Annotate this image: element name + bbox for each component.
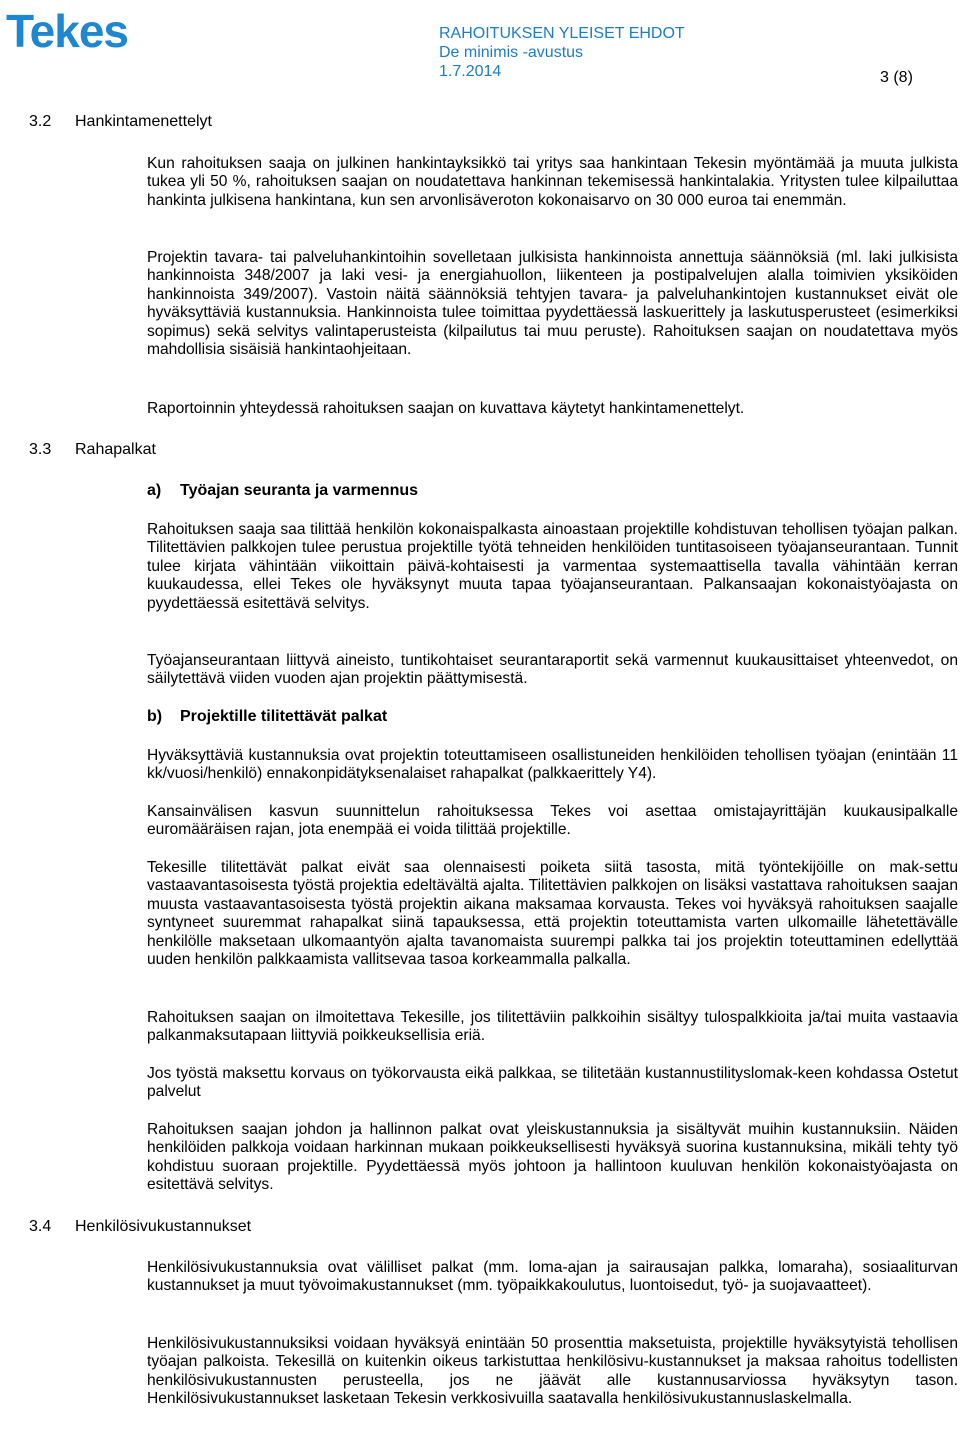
section-3-2-body-2 bbox=[147, 249, 958, 359]
section-3-3b-body-6 bbox=[147, 1121, 958, 1195]
section-3-2-body-3 bbox=[147, 400, 958, 418]
paragraph: Työajanseurantaan liittyvä aineisto, tuntikohtaiset seurantaraportit sekä varmennut kuukausittaiset yhteenvedot, on säilytettävä viiden vuoden ajan projektin päättymisestä. bbox=[147, 652, 958, 688]
section-3-4-body-2 bbox=[147, 1335, 958, 1409]
paragraph: Kun rahoituksen saaja on julkinen hankintayksikkö tai yritys saa hankintaan Tekesin myöntämää ja muuta julkista tukea yli 50 %, rahoituksen saajan on noudatettava hankinnan tekemisessä hankintalakia. Yritysten tulee kilpailuttaa hankinta julkisena hankintana, kun sen arvonlisäveroton kokonaisarvo on 30 000 euroa tai enemmän. bbox=[147, 155, 958, 209]
subheading-title: Projektille tilitettävät palkat bbox=[180, 708, 388, 725]
paragraph: Jos työstä maksettu korvaus on työkorvausta eikä palkkaa, se tilitetään kustannustilityslomak-keen kohdassa Ostetut palvelut bbox=[147, 1065, 958, 1101]
section-3-3b-body-3 bbox=[147, 859, 958, 969]
document-subtitle: De minimis -avustus bbox=[439, 44, 584, 61]
section-heading-3-2 bbox=[29, 113, 212, 131]
paragraph: Henkilösivukustannuksiksi voidaan hyväksyä enintään 50 prosenttia maksetuista, projektille hyväksytyistä tehollisen työajan palkoista. Tekesillä on kuitenkin oikeus tarkistuttaa henkilösivu-kustannukset ja maksaa rahoitus todellisten henkilösivukustannusten perusteella, jos ne jäävät alle kustannusarviossa hyväksytyn tason. Henkilösivukustannukset lasketaan Tekesin verkkosivuilla saatavalla henkilösivukustannuslaskelmalla. bbox=[147, 1335, 958, 1408]
paragraph: Rahoituksen saajan johdon ja hallinnon palkat ovat yleiskustannuksia ja sisältyvät muihin kustannuksiin. Näiden henkilöiden palkkoja voidaan harkinnan mukaan poikkeuksellisesti hyväksyä suorina kustannuksina, mikäli tehty työ kohdistuu suoraan projektille. Pyydettäessä myös johtoon ja hallintoon kuuluvan henkilön kokonaistyöajasta on esitettävä selvitys. bbox=[147, 1121, 958, 1194]
section-3-3b-body-5 bbox=[147, 1065, 958, 1102]
section-3-2-body bbox=[147, 155, 958, 210]
paragraph: Rahoituksen saaja saa tilittää henkilön kokonaispalkasta ainoastaan projektille kohdistuvan tehollisen työajan palkan. Tilitettävien palkkojen tulee perustua projektille työtä tehneiden henkilöiden tuntitasoiseen työajanseurantaan. Tunnit tulee kirjata vähintään viikoittain päivä-kohtaisesti ja varmentaa systemaattisella tavalla vähintään kerran kuukaudessa, ellei Tekes ole hyväksynyt muuta tapaa työajanseurantaan. Palkansaajan kokonaistyöajasta on pyydettäessä esitettävä selvitys. bbox=[147, 521, 958, 612]
document-date: 1.7.2014 bbox=[439, 63, 502, 80]
section-title: Rahapalkat bbox=[75, 441, 156, 458]
subheading-b bbox=[147, 708, 387, 726]
paragraph: Tekesille tilitettävät palkat eivät saa olennaisesti poiketa siitä tasosta, mitä työntekijöille on mak-settu vastaavantasoisesta työstä projektia edeltävältä ajalta. Tilitettävien palkkojen on lisäksi vastattava rahoituksen saajan muusta vastaavantasoisesta työstä projektin aikana maksamaa korvausta. Tekes voi hyväksyä rahoituksen saajalle syntyneet suuremmat rahapalkat siinä tapauksessa, että projektin toteuttamista varten ulkomaille lähetettävälle henkilölle maksetaan ulkomaantyön ajalta tavanomaista suurempi palkka tai jos projektin toteuttaminen edellyttää uuden henkilön palkkaamista vallitsevaa tasoa korkeammalla palkalla. bbox=[147, 859, 958, 969]
subheading-a bbox=[147, 482, 418, 500]
section-3-3a-body bbox=[147, 521, 958, 613]
paragraph: Hyväksyttäviä kustannuksia ovat projektin toteuttamiseen osallistuneiden henkilöiden tehollisen työajan (enintään 11 kk/vuosi/henkilö) ennakonpidätyksenalaiset rahapalkat (palkkaerittely Y4). bbox=[147, 747, 958, 783]
section-title: Henkilösivukustannukset bbox=[75, 1218, 252, 1235]
paragraph: Raportoinnin yhteydessä rahoituksen saajan on kuvattava käytetyt hankintamenettelyt. bbox=[147, 400, 745, 417]
paragraph: Projektin tavara- tai palveluhankintoihin sovelletaan julkisista hankinnoista annettuja säännöksiä (ml. laki julkisista hankinnoista 348/2007 ja laki vesi- ja energiahuollon, liikenteen ja postipalvelujen alalla toimivien yksiköiden hankinnoista 349/2007). Vastoin näitä säännöksiä tehtyjen tavara- ja palveluhankintojen kustannukset eivät ole hyväksyttäviä kustannuksia. Hankinnoista tulee toimittaa pyydettäessä laskuerittely ja laskutusperusteet (esimerkiksi sopimus) sekä selvitys valintaperusteista (kilpailutus tai muu peruste). Rahoituksen saajan on noudatettava myös mahdollisia sisäisiä hankintaohjeitaan. bbox=[147, 249, 958, 359]
section-heading-3-3 bbox=[29, 441, 156, 459]
section-3-4-body-1 bbox=[147, 1259, 958, 1296]
section-3-3b-body-2 bbox=[147, 803, 958, 840]
section-number: 3.4 bbox=[29, 1218, 52, 1235]
section-3-3b-body-4 bbox=[147, 1009, 958, 1046]
section-3-3a-body-2 bbox=[147, 652, 958, 689]
paragraph: Henkilösivukustannuksia ovat välilliset palkat (mm. loma-ajan ja sairausajan palkka, lomaraha), sosiaaliturvan kustannukset ja muut työvoimakustannukset (mm. työpaikkakoulutus, luontoisedut, työ- ja suojavaatteet). bbox=[147, 1259, 958, 1295]
paragraph: Rahoituksen saajan on ilmoitettava Tekesille, jos tilitettäviin palkkoihin sisältyy tulospalkkioita ja/tai muita vastaavia palkanmaksutapaan liittyviä poikkeuksellisia eriä. bbox=[147, 1009, 958, 1045]
tekes-logo: Tekes bbox=[6, 5, 129, 57]
page-number: 3 (8) bbox=[880, 69, 913, 86]
section-number: 3.2 bbox=[29, 113, 52, 130]
section-heading-3-4 bbox=[29, 1218, 251, 1236]
section-title: Hankintamenettelyt bbox=[75, 113, 212, 130]
section-number: 3.3 bbox=[29, 441, 52, 458]
section-3-3b-body-1 bbox=[147, 747, 958, 784]
subheading-letter: b) bbox=[147, 708, 163, 725]
subheading-title: Työajan seuranta ja varmennus bbox=[180, 482, 419, 499]
paragraph: Kansainvälisen kasvun suunnittelun rahoituksessa Tekes voi asettaa omistajayrittäjän kuukausipalkalle euromääräisen rajan, jota enempää ei voida tilittää projektille. bbox=[147, 803, 958, 839]
document-header bbox=[439, 24, 685, 81]
document-title: RAHOITUKSEN YLEISET EHDOT bbox=[439, 25, 685, 42]
subheading-letter: a) bbox=[147, 482, 162, 499]
